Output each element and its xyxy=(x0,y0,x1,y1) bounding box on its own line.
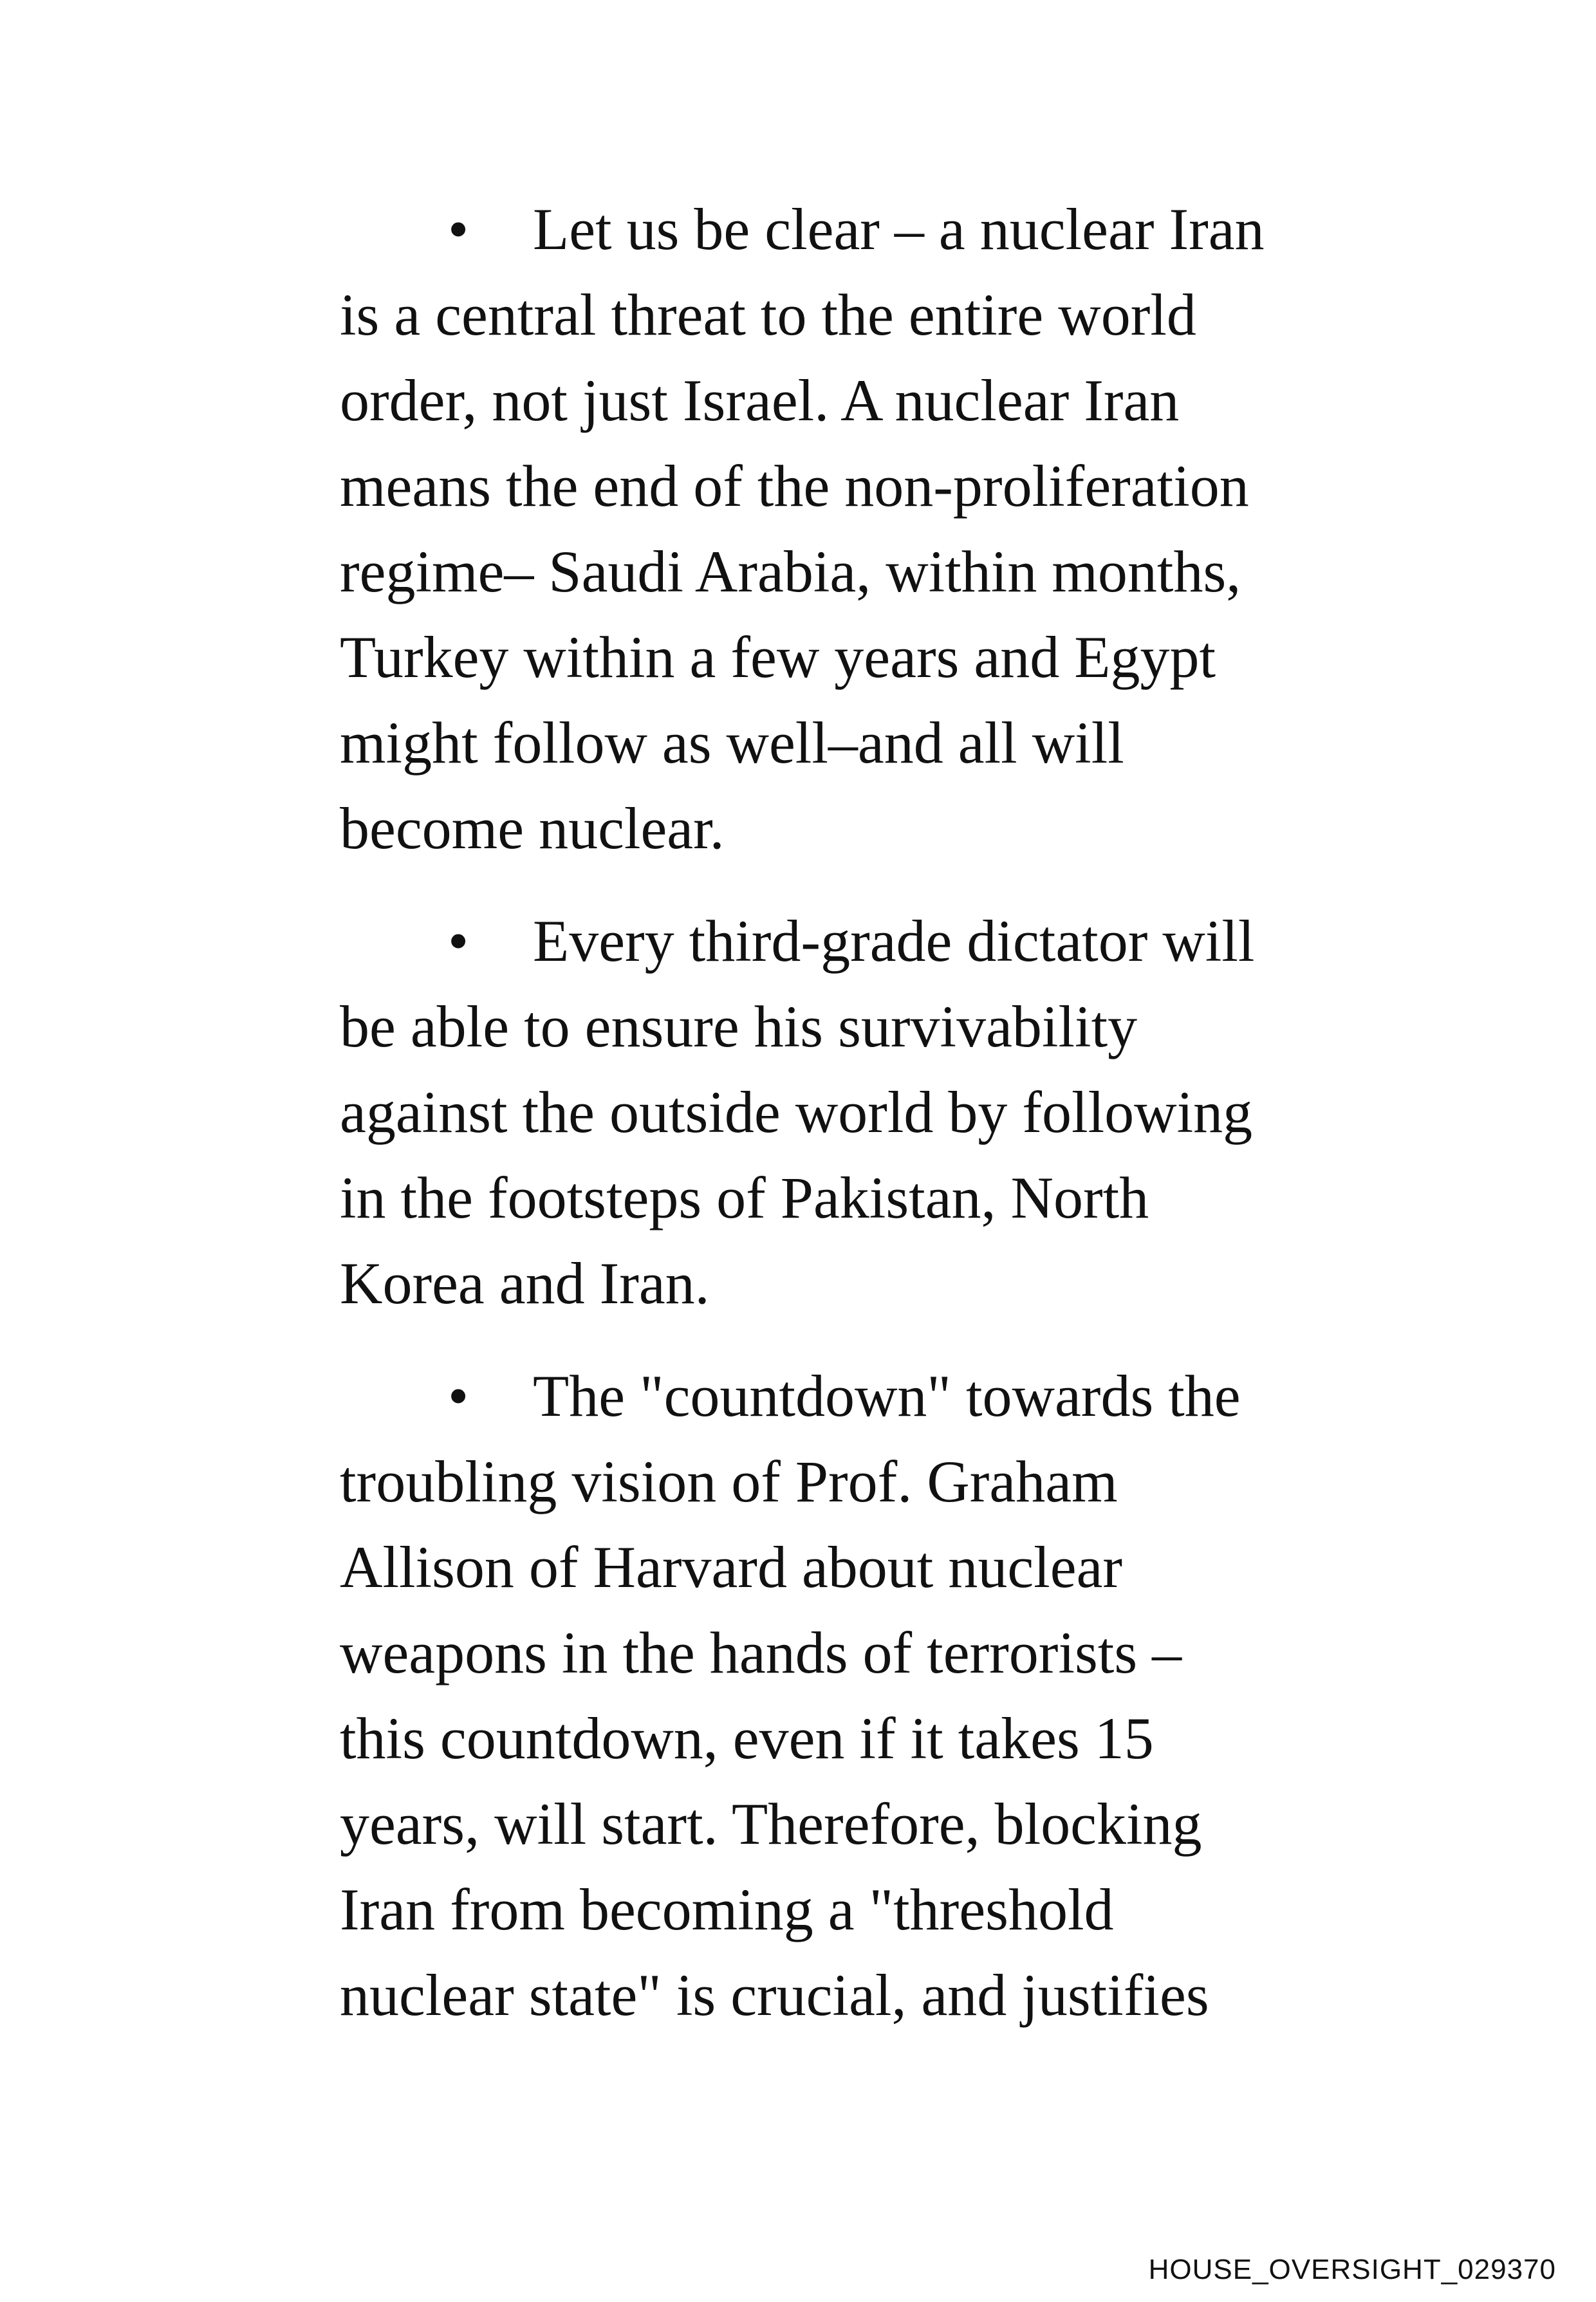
bullet-paragraph-1 xyxy=(340,187,1357,871)
paragraph-line: in the footsteps of Pakistan, North xyxy=(340,1165,1149,1230)
paragraph-line: regime– Saudi Arabia, within months, xyxy=(340,539,1241,604)
paragraph-line: • Let us be clear – a nuclear Iran xyxy=(448,196,1265,262)
paragraph-line: Korea and Iran. xyxy=(340,1250,710,1316)
bullet-paragraph-2 xyxy=(340,898,1357,1326)
paragraph-line: troubling vision of Prof. Graham xyxy=(340,1449,1118,1514)
paragraph-line: Turkey within a few years and Egypt xyxy=(340,624,1216,690)
bullet-paragraph-3 xyxy=(340,1353,1357,2038)
paragraph-line: years, will start. Therefore, blocking xyxy=(340,1791,1202,1857)
paragraph-line: • The "countdown" towards the xyxy=(448,1363,1241,1429)
paragraph-line: order, not just Israel. A nuclear Iran xyxy=(340,367,1180,433)
paragraph-line: weapons in the hands of terrorists – xyxy=(340,1620,1182,1685)
document-body xyxy=(340,187,1357,2065)
paragraph-line: might follow as well–and all will xyxy=(340,710,1124,775)
paragraph-line: be able to ensure his survivability xyxy=(340,994,1138,1059)
paragraph-line: become nuclear. xyxy=(340,795,725,861)
paragraph-line: nuclear state" is crucial, and justifies xyxy=(340,1962,1209,2028)
paragraph-line: is a central threat to the entire world xyxy=(340,282,1196,348)
paragraph-line: Iran from becoming a "threshold xyxy=(340,1877,1114,1942)
paragraph-line: • Every third-grade dictator will xyxy=(448,908,1255,974)
paragraph-line: against the outside world by following xyxy=(340,1079,1253,1145)
paragraph-line: this countdown, even if it takes 15 xyxy=(340,1705,1154,1771)
bates-number: HOUSE_OVERSIGHT_029370 xyxy=(1148,2254,1556,2285)
paragraph-line: Allison of Harvard about nuclear xyxy=(340,1534,1123,1600)
paragraph-line: means the end of the non-proliferation xyxy=(340,453,1249,519)
